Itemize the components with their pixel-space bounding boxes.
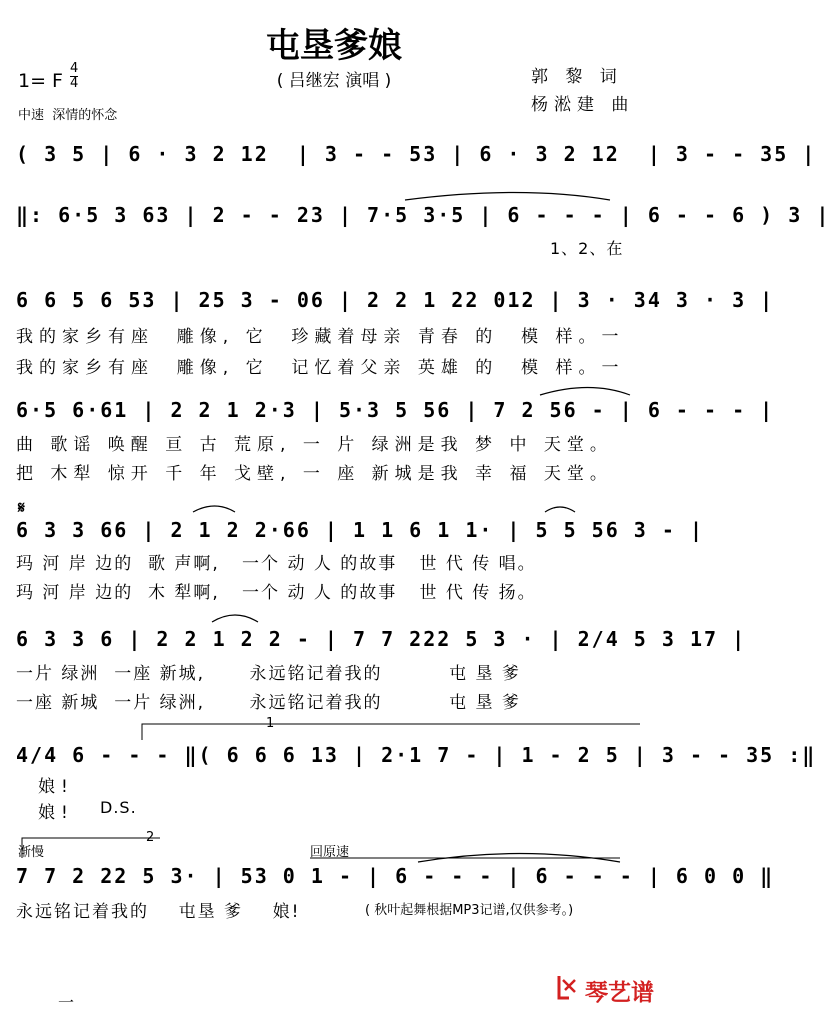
segno-sign: 𝄋 bbox=[18, 498, 25, 517]
score-line-5-lyric-verse2: 玛 河 岸 边的 木 犁啊, 一个 动 人 的故事 世 代 传 扬。 bbox=[16, 583, 537, 603]
score-line-2-verse-number: 1、2、在 bbox=[550, 239, 624, 258]
score-line-3-lyric-verse2: 我的家乡有座 雕像, 它 记忆着父亲 英雄 的 模 样。一 bbox=[16, 358, 625, 378]
score-line-2-notes: ‖: 6·5 3 63 | 2 - - 23 | 7·5 3·5 | 6 - - - | 6 - - 6 ) 3 | bbox=[16, 203, 830, 227]
score-line-7-lyric-verse2: 娘! bbox=[38, 803, 74, 823]
score-line-3-notes: 6 6 5 6 53 | 25 3 - 06 | 2 2 1 22 012 | 3 · 34 3 · 3 | bbox=[16, 288, 775, 312]
time-signature-bottom: 4 bbox=[70, 76, 79, 91]
score-line-8-lyric: 永远铭记着我的 屯垦 爹 娘! bbox=[16, 902, 301, 922]
score-line-1-notes: ( 3 5 | 6 · 3 2 12 | 3 - - 53 | 6 · 3 2 12 | 3 - - 35 | bbox=[16, 142, 817, 166]
slur-line-5a bbox=[193, 506, 235, 512]
tie-line-4 bbox=[540, 388, 630, 396]
score-line-6-lyric-verse2: 一座 新城 一片 绿洲, 永远铭记着我的 屯 垦 爹 bbox=[16, 693, 521, 713]
key-signature: 1= F bbox=[18, 70, 63, 92]
tempo-marking: 中速 深情的怀念 bbox=[18, 108, 118, 123]
lyricist-credit: 郭 黎 词 bbox=[531, 67, 623, 87]
dal-segno-marking: D.S. bbox=[100, 798, 137, 817]
slur-line-6 bbox=[212, 615, 258, 622]
ritardando-marking: 渐慢 bbox=[18, 845, 45, 860]
score-line-8-notes: 7 7 2 22 5 3· | 53 0 1 - | 6 - - - | 6 - - - | 6 0 0 ‖ bbox=[16, 864, 775, 888]
logo-text: 琴艺谱 bbox=[585, 980, 654, 1006]
page-dash: 一 bbox=[58, 993, 75, 1012]
score-line-5-lyric-verse1: 玛 河 岸 边的 歌 声啊, 一个 动 人 的故事 世 代 传 唱。 bbox=[16, 554, 537, 574]
score-line-7-lyric-verse1: 娘! bbox=[38, 777, 74, 797]
score-line-4-notes: 6·5 6·61 | 2 2 1 2·3 | 5·3 5 56 | 7 2 56 - | 6 - - - | bbox=[16, 398, 775, 422]
performer-subtitle: ( 吕继宏 演唱 ) bbox=[276, 71, 392, 91]
score-line-7-notes: 4/4 6 - - - ‖( 6 6 6 13 | 2·1 7 - | 1 - 2 5 | 3 - - 35 :‖ bbox=[16, 743, 817, 767]
composer-credit: 杨淞建 曲 bbox=[531, 95, 635, 115]
song-title: 屯垦爹娘 bbox=[266, 26, 402, 66]
volta-2-bracket bbox=[22, 838, 160, 858]
score-line-4-lyric-verse2: 把 木犁 惊开 千 年 戈壁, 一 座 新城是我 幸 福 天堂。 bbox=[16, 464, 613, 484]
volta-1-label: 1 bbox=[266, 716, 275, 731]
a-tempo-marking: 回原速 bbox=[310, 845, 350, 860]
tie-line-2 bbox=[405, 193, 610, 201]
volta-2-label: 2 bbox=[146, 830, 155, 845]
transcription-note: ( 秋叶起舞根据MP3记谱,仅供参考。) bbox=[365, 903, 574, 918]
score-line-6-notes: 6 3 3 6 | 2 2 1 2 2 - | 7 7 222 5 3 · | 2/4 5 3 17 | bbox=[16, 627, 747, 651]
score-line-4-lyric-verse1: 曲 歌谣 唤醒 亘 古 荒原, 一 片 绿洲是我 梦 中 天堂。 bbox=[16, 435, 613, 455]
score-line-3-lyric-verse1: 我的家乡有座 雕像, 它 珍藏着母亲 青春 的 模 样。一 bbox=[16, 327, 625, 347]
time-signature-top: 4 bbox=[70, 61, 79, 76]
volta-1-bracket bbox=[142, 724, 640, 740]
score-line-6-lyric-verse1: 一片 绿洲 一座 新城, 永远铭记着我的 屯 垦 爹 bbox=[16, 664, 521, 684]
slur-line-5b bbox=[545, 507, 575, 512]
score-line-5-notes: 6 3 3 66 | 2 1 2 2·66 | 1 1 6 1 1· | 5 5 56 3 - | bbox=[16, 518, 705, 542]
